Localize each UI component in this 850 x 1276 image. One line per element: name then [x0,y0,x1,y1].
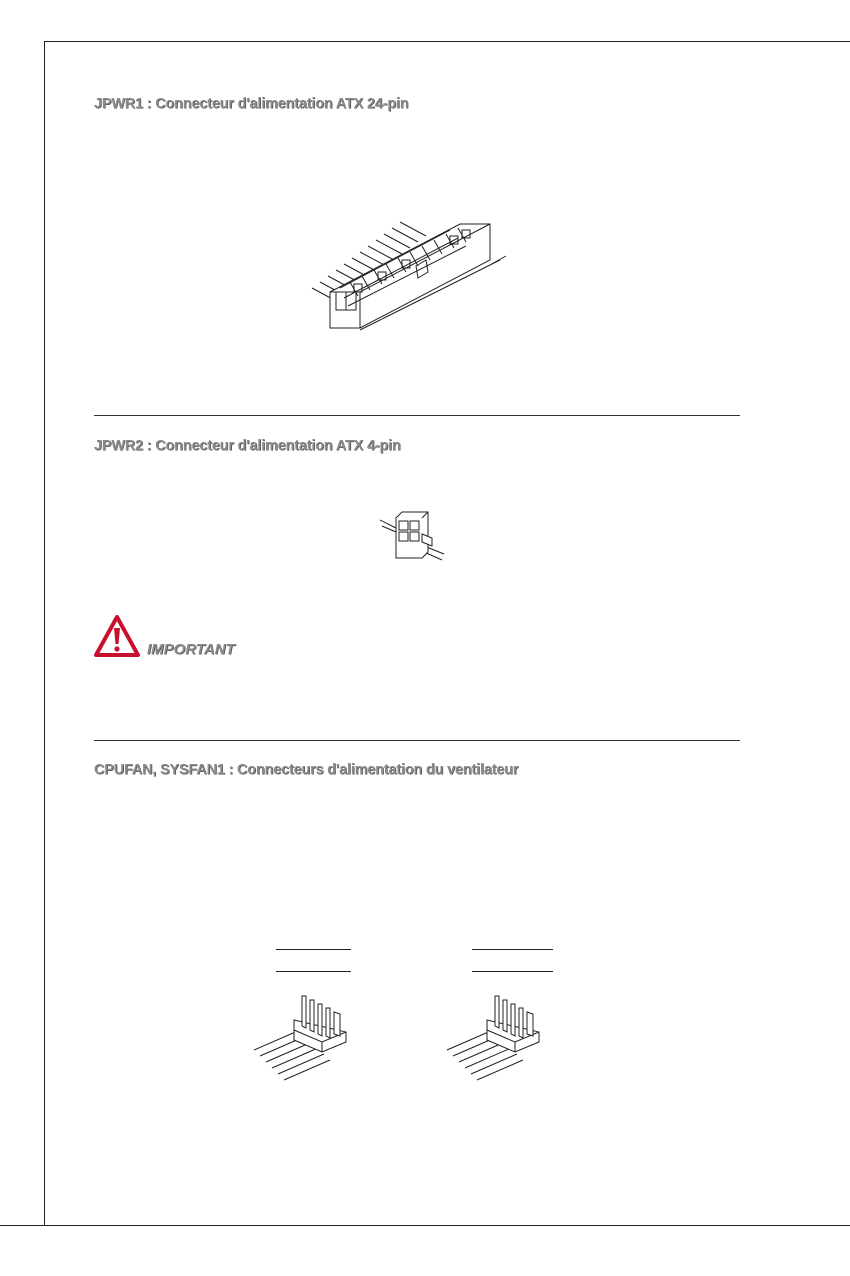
pin-label-line [472,949,553,950]
pin-label-line [276,971,351,972]
pin-label-line [472,971,553,972]
fan-connectors-heading: CPUFAN, SYSFAN1 : Connecteurs d'alimentation du ventilateur [94,762,519,778]
section-divider [94,415,740,416]
important-label: IMPORTANT [147,641,235,658]
jpwr1-heading: JPWR1 : Connecteur d'alimentation ATX 24-pin [94,96,409,112]
section-divider [94,740,740,741]
cpufan-connector-diagram [250,990,360,1085]
atx-4pin-connector-diagram [378,506,458,566]
jpwr2-heading: JPWR2 : Connecteur d'alimentation ATX 4-pin [94,438,401,454]
page-frame-left [44,41,45,1226]
atx-24pin-connector-diagram [300,210,520,340]
page-frame-top [44,41,850,42]
warning-triangle-icon [93,614,141,658]
sysfan1-connector-diagram [443,990,553,1085]
page-frame-bottom [0,1225,850,1226]
pin-label-line [276,949,351,950]
